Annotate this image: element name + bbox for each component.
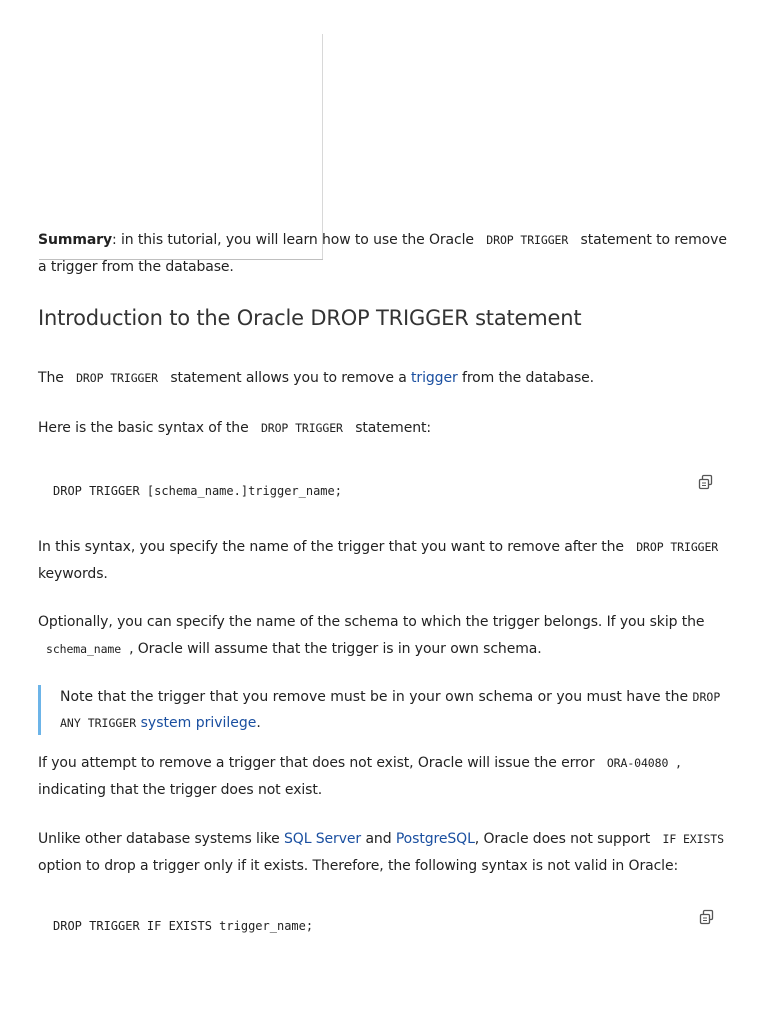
error-text-1: If you attempt to remove a trigger that does not exist, Oracle will issue the error — [38, 755, 595, 771]
intro-text-3: from the database. — [461, 370, 594, 386]
system-privilege-link[interactable]: system privilege — [140, 715, 257, 731]
copy-icon[interactable] — [697, 473, 715, 491]
syntax-explain-paragraph — [38, 534, 738, 588]
optional-paragraph — [38, 609, 738, 663]
summary-text-1: : in this tutorial, you will learn how to use the Oracle — [112, 232, 474, 248]
note-text — [60, 684, 740, 736]
intro-text-1: The — [38, 370, 64, 386]
summary-text-2: statement to remove a trigger from the database. — [38, 232, 727, 275]
error-code: ORA-04080 — [606, 756, 669, 770]
unlike-text-4: option to drop a trigger only if it exists. Therefore, the following syntax is not valid in Oracle: — [38, 858, 679, 874]
intro-paragraph — [38, 365, 738, 392]
syntax-explain-text-2: keywords. — [38, 566, 108, 582]
syntax-explain-code: DROP TRIGGER — [636, 540, 719, 554]
trigger-link[interactable]: trigger — [411, 370, 458, 386]
note-text-2: . — [256, 715, 261, 731]
error-text-2: , indicating that the trigger does not exist. — [38, 755, 681, 798]
code-block-1-text: DROP TRIGGER [schema_name.]trigger_name; — [53, 484, 342, 498]
intro-text-2: statement allows you to remove a — [170, 370, 407, 386]
code-block-2 — [38, 897, 730, 957]
summary-label: Summary — [38, 232, 113, 248]
unlike-code: IF EXISTS — [662, 832, 724, 846]
note-callout — [38, 685, 741, 735]
syntax-intro-text-2: statement: — [355, 420, 431, 436]
summary-code: DROP TRIGGER — [486, 233, 569, 247]
syntax-explain-text-1: In this syntax, you specify the name of the trigger that you want to remove after the — [38, 539, 624, 555]
error-paragraph — [38, 750, 738, 804]
unlike-paragraph — [38, 826, 738, 880]
optional-text-1: Optionally, you can specify the name of the schema to which the trigger belongs. If you skip the — [38, 614, 705, 630]
unlike-text-2: and — [365, 831, 392, 847]
summary-paragraph — [38, 227, 738, 281]
syntax-intro-text-1: Here is the basic syntax of the — [38, 420, 249, 436]
optional-code: schema_name — [46, 642, 122, 656]
copy-icon[interactable] — [698, 908, 716, 926]
unlike-text-1: Unlike other database systems like — [38, 831, 280, 847]
sql-server-link[interactable]: SQL Server — [284, 831, 362, 847]
optional-text-2: , Oracle will assume that the trigger is in your own schema. — [129, 641, 542, 657]
intro-code: DROP TRIGGER — [76, 371, 158, 385]
postgresql-link[interactable]: PostgreSQL — [395, 831, 475, 847]
syntax-intro-paragraph — [38, 415, 738, 442]
section-heading: Introduction to the Oracle DROP TRIGGER statement — [38, 306, 582, 330]
note-text-1: Note that the trigger that you remove must be in your own schema or you must have the — [60, 689, 689, 705]
code-block-1 — [38, 462, 730, 522]
syntax-intro-code: DROP TRIGGER — [260, 421, 343, 435]
code-block-2-text: DROP TRIGGER IF EXISTS trigger_name; — [53, 919, 314, 933]
note-code: DROP ANY TRIGGER — [60, 690, 721, 730]
unlike-text-3: , Oracle does not support — [474, 831, 651, 847]
